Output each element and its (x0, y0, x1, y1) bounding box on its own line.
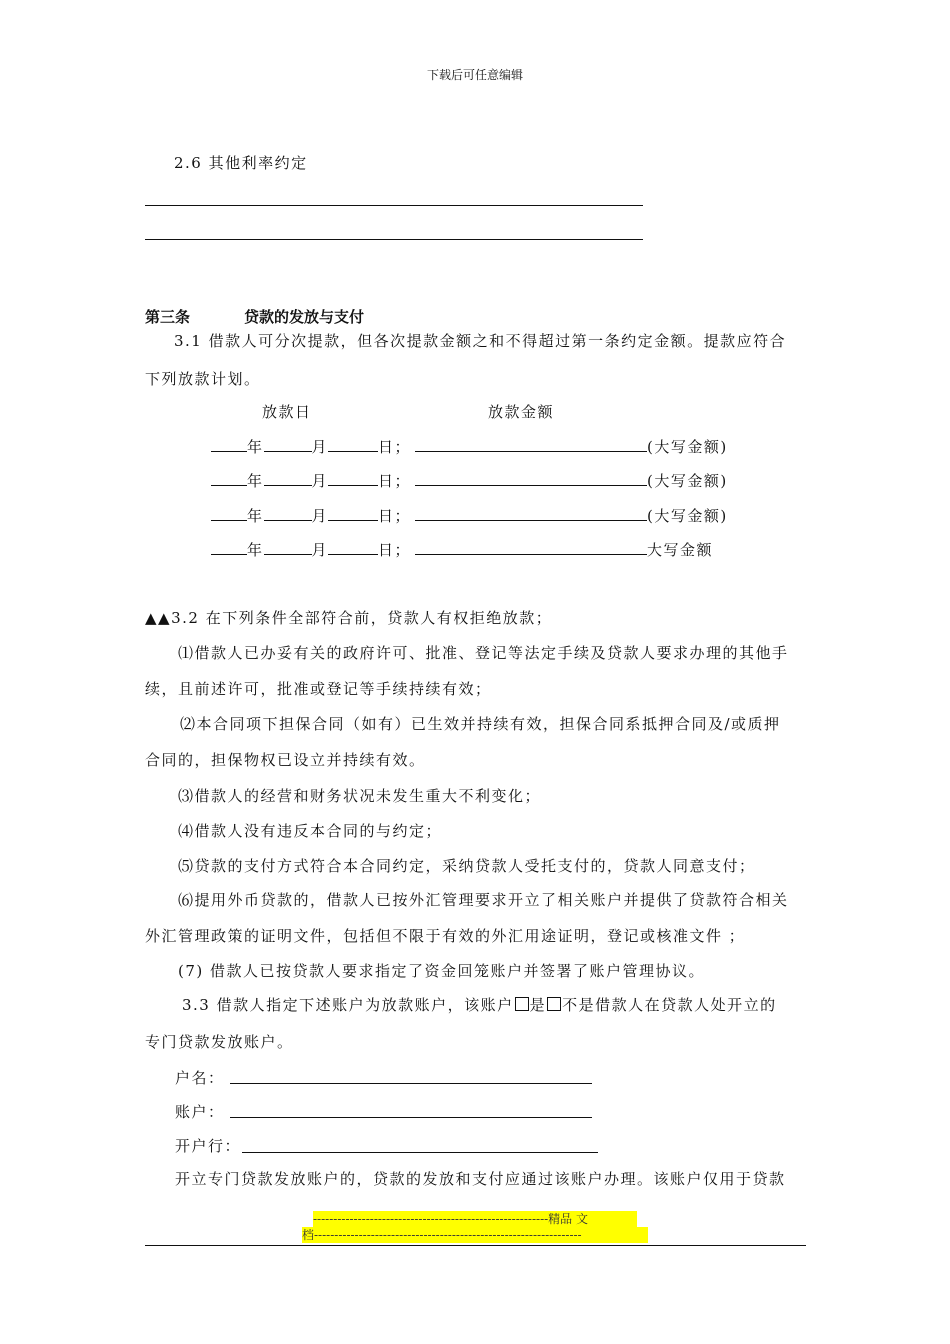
day-blank (328, 437, 378, 452)
day-label: 日； (378, 472, 412, 490)
amount-suffix: (大写金额) (647, 507, 728, 525)
condition-2-line2: 合同的，担保物权已设立并持续有效。 (145, 751, 426, 769)
bank-line (242, 1152, 598, 1153)
page-header: 下载后可任意编辑 (426, 68, 523, 82)
condition-1-line1: ⑴借款人已办妥有关的政府许可、批准、登记等法定手续及贷款人要求办理的其他手 (178, 644, 789, 662)
day-label: 日； (378, 507, 412, 525)
condition-1-line2: 续，且前述许可，批准或登记等手续持续有效； (145, 680, 492, 698)
amount-suffix: (大写金额) (647, 472, 728, 490)
section-2-6-label: 2.6 其他利率约定 (174, 154, 308, 172)
no-checkbox[interactable] (547, 997, 561, 1011)
month-blank (264, 437, 312, 452)
year-label: 年 (247, 438, 264, 456)
account-name-label: 户名： (175, 1069, 225, 1087)
year-blank (211, 471, 247, 486)
day-label: 日； (378, 541, 412, 559)
account-name-line (230, 1083, 592, 1084)
year-label: 年 (247, 507, 264, 525)
closing-paragraph: 开立专门贷款发放账户的，贷款的发放和支付应通过该账户办理。该账户仅用于贷款 (175, 1170, 786, 1188)
condition-6-line1: ⑹提用外币贷款的，借款人已按外汇管理要求开立了相关账户并提供了贷款符合相关 (178, 891, 789, 909)
column-amount-label: 放款金额 (488, 403, 555, 421)
condition-6-line2: 外汇管理政策的证明文件，包括但不限于有效的外汇用途证明，登记或核准文件 ； (145, 927, 746, 945)
amount-suffix: 大写金额 (647, 541, 714, 559)
schedule-row (211, 470, 728, 491)
condition-5: ⑸贷款的支付方式符合本合同约定，采纳贷款人受托支付的，贷款人同意支付； (178, 857, 756, 875)
amount-blank (415, 471, 647, 486)
month-blank (264, 506, 312, 521)
condition-7: (7) 借款人已按贷款人要求指定了资金回笼账户并签署了账户管理协议。 (178, 962, 706, 980)
article-3-title: 贷款的发放与支付 (244, 308, 365, 326)
clause-3-3-text: 3.3 借款人指定下述账户为放款账户，该账户 (182, 996, 514, 1014)
yes-checkbox[interactable] (515, 997, 529, 1011)
clause-3-3-line1 (182, 994, 777, 1015)
amount-blank (415, 506, 647, 521)
account-number-line (230, 1117, 592, 1118)
fill-line (145, 239, 643, 240)
schedule-row (211, 505, 728, 526)
bank-label: 开户行： (175, 1137, 242, 1155)
footer-watermark-line2: 档------------------------------------------------------------------ (302, 1227, 648, 1243)
yes-label: 是 (529, 996, 547, 1014)
footer-rule (145, 1245, 806, 1246)
footer-watermark-line1: ----------------------------------------------------------精品 文 (313, 1211, 637, 1227)
year-label: 年 (247, 472, 264, 490)
clause-3-1-line1: 3.1 借款人可分次提款，但各次提款金额之和不得超过第一条约定金额。提款应符合 (174, 332, 787, 350)
day-blank (328, 540, 378, 555)
condition-2-line1: ⑵本合同项下担保合同（如有）已生效并持续有效，担保合同系抵押合同及/或质押 (180, 715, 781, 733)
fill-line (145, 205, 643, 206)
schedule-row (211, 436, 728, 457)
schedule-row (211, 539, 713, 560)
clause-3-2-intro: ▲▲3.2 在下列条件全部符合前，贷款人有权拒绝放款； (145, 609, 553, 627)
year-label: 年 (247, 541, 264, 559)
day-blank (328, 506, 378, 521)
day-blank (328, 471, 378, 486)
amount-suffix: (大写金额) (647, 438, 728, 456)
month-label: 月 (311, 438, 329, 456)
amount-blank (415, 437, 647, 452)
year-blank (211, 540, 247, 555)
article-3-number: 第三条 (145, 308, 191, 326)
month-label: 月 (311, 541, 329, 559)
month-label: 月 (311, 472, 329, 490)
account-number-label: 账户： (175, 1103, 225, 1121)
month-blank (264, 471, 312, 486)
no-label: 不是借款人在贷款人处开立的 (562, 996, 777, 1014)
condition-3: ⑶借款人的经营和财务状况未发生重大不利变化； (178, 787, 542, 805)
amount-blank (415, 540, 647, 555)
day-label: 日； (378, 438, 412, 456)
year-blank (211, 437, 247, 452)
year-blank (211, 506, 247, 521)
month-blank (264, 540, 312, 555)
month-label: 月 (311, 507, 329, 525)
column-date-label: 放款日 (262, 403, 312, 421)
clause-3-3-line2: 专门贷款发放账户。 (145, 1033, 294, 1051)
condition-4: ⑷借款人没有违反本合同的与约定； (178, 822, 443, 840)
clause-3-1-line2: 下列放款计划。 (145, 370, 261, 388)
